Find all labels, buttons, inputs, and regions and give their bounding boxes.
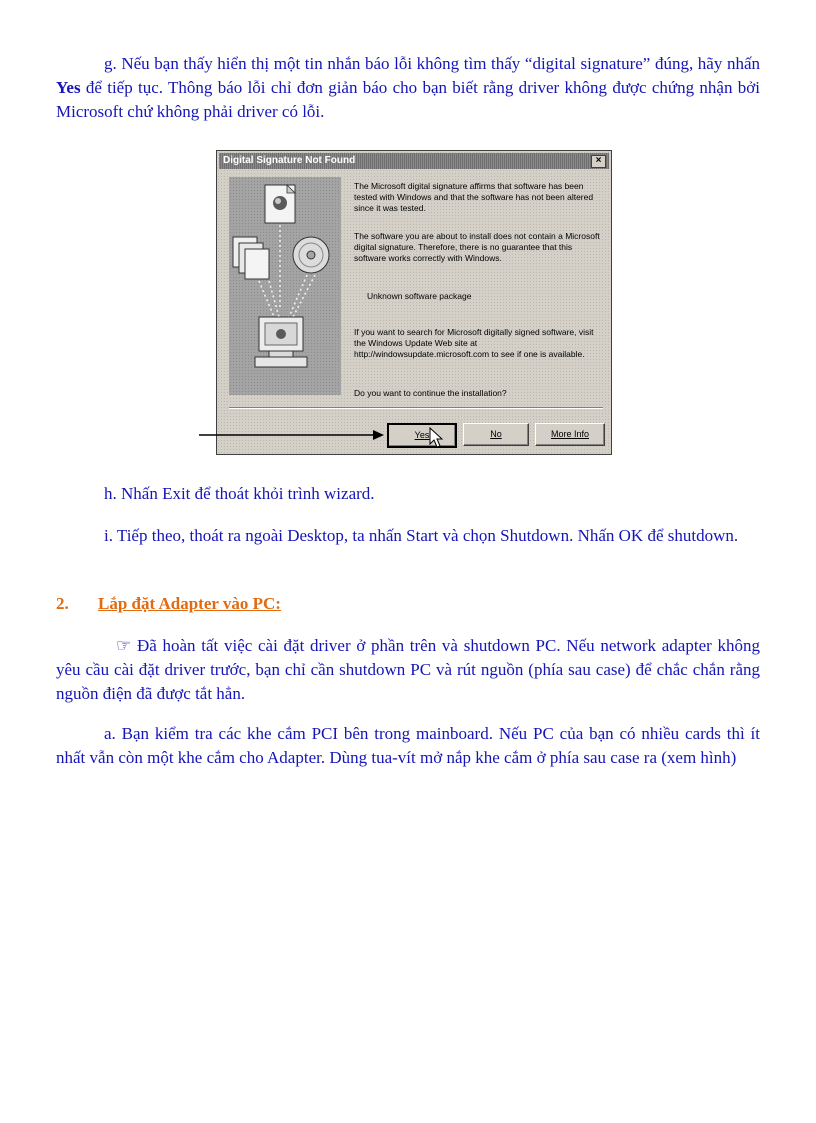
- paragraph-step-i: [56, 524, 760, 548]
- yes-button[interactable]: [387, 423, 457, 448]
- step-g-text-start: g. Nếu bạn thấy hiển thị một tin nhắn báo lỗi không tìm thấy “digital signature” đúng, hãy nhấn: [104, 54, 760, 73]
- no-button[interactable]: [463, 423, 529, 446]
- paragraph-step-g: [56, 52, 760, 124]
- note-text: Đã hoàn tất việc cài đặt driver ở phần trên và shutdown PC. Nếu network adapter không yêu cầu cài đặt driver trước, bạn chỉ cần shutdown PC và rút nguồn (phía sau case) để chắc chắn rằng nguồn điện đã được tắt hẳn.: [56, 636, 760, 703]
- step-g-yes-bold: Yes: [56, 78, 81, 97]
- paragraph-note: [56, 634, 760, 706]
- software-computer-icon: [229, 177, 341, 395]
- paragraph-step-a: [56, 722, 760, 770]
- dialog-close-button[interactable]: ×: [591, 155, 606, 168]
- paragraph-step-h: [56, 482, 760, 506]
- no-button-label: No: [490, 429, 502, 439]
- more-info-button[interactable]: [535, 423, 605, 446]
- section-heading: [56, 594, 281, 614]
- digital-signature-dialog: [216, 150, 612, 455]
- dialog-text-no-signature: The software you are about to install does not contain a Microsoft digital signature. Therefore, there is no guarantee that this software works correctly with Windows.: [354, 231, 600, 263]
- step-a-text: a. Bạn kiểm tra các khe cắm PCI bên trong mainboard. Nếu PC của bạn có nhiều cards thì ít nhất vẫn còn một khe cắm cho Adapter. Dùng tua-vít mở nắp khe cắm ở phía sau case ra (xem hình): [56, 724, 760, 767]
- step-h-text: h. Nhấn Exit để thoát khỏi trình wizard.: [104, 484, 375, 503]
- section-title: Lắp đặt Adapter vào PC:: [98, 594, 281, 613]
- dialog-package-name: Unknown software package: [367, 291, 472, 301]
- dialog-text-windows-update: If you want to search for Microsoft digitally signed software, visit the Windows Update Web site at http://windowsupdate.microsoft.com to see if one is available.: [354, 327, 594, 359]
- dialog-title: Digital Signature Not Found: [223, 155, 356, 166]
- yes-button-label: Yes: [414, 430, 430, 440]
- more-info-button-label: More Info: [550, 429, 590, 439]
- section-number: 2.: [56, 594, 69, 613]
- dialog-separator: [229, 407, 603, 409]
- dialog-illustration: [229, 177, 341, 395]
- dialog-titlebar: [219, 153, 609, 169]
- step-i-text: i. Tiếp theo, thoát ra ngoài Desktop, ta nhấn Start và chọn Shutdown. Nhấn OK để shutdown.: [104, 526, 739, 545]
- dialog-question: Do you want to continue the installation?: [354, 388, 507, 398]
- mouse-cursor-icon: [429, 427, 443, 449]
- pointer-arrow-icon: [199, 429, 384, 441]
- step-g-text-end: để tiếp tục. Thông báo lỗi chỉ đơn giản báo cho bạn biết rằng driver không được chứng nhận bởi Microsoft chứ không phải driver có lỗi.: [56, 78, 760, 121]
- hand-pointer-icon: ☞: [116, 636, 132, 655]
- dialog-text-affirms: The Microsoft digital signature affirms that software has been tested with Windows and that the software has not been altered since it was tested.: [354, 181, 594, 213]
